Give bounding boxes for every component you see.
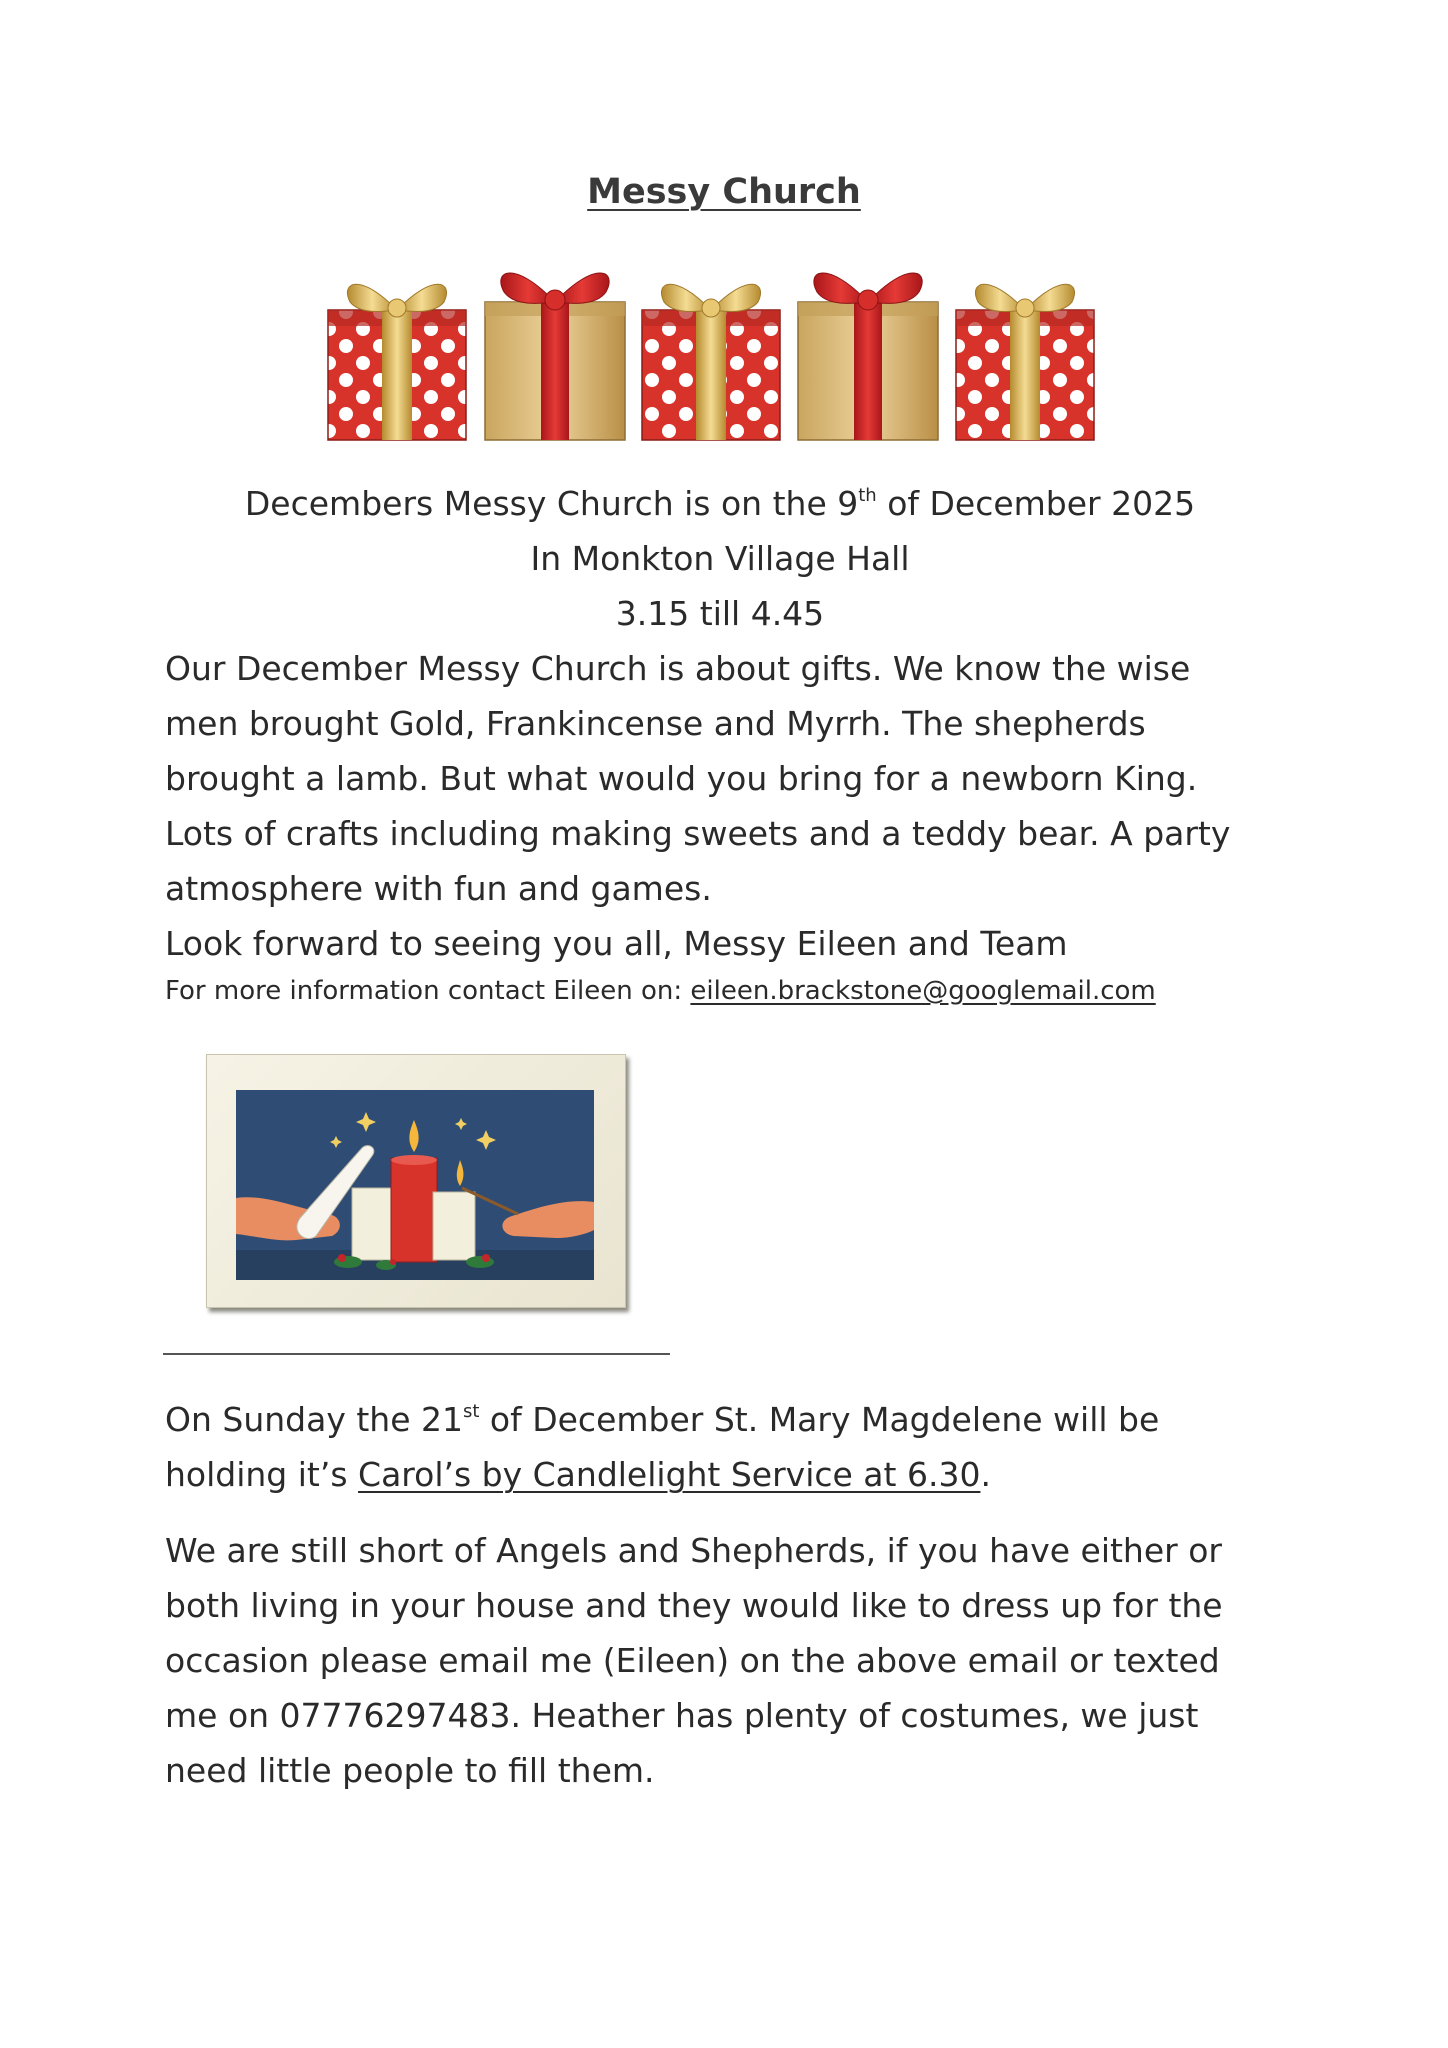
- gift-box-4: [798, 273, 938, 440]
- appeal-line: me on 07776297483. Heather has plenty of costumes, we just: [165, 1696, 1199, 1735]
- appeal-line: occasion please email me (Eileen) on the above email or texted: [165, 1641, 1220, 1680]
- event-venue: In Monkton Village Hall: [530, 539, 910, 578]
- contact-email-link[interactable]: eileen.brackstone@googlemail.com: [690, 976, 1156, 1006]
- event-details: [0, 476, 1440, 641]
- gift-box-5: [956, 284, 1094, 440]
- description-line: brought a lamb. But what would you bring for a newborn King.: [165, 759, 1198, 798]
- gift-box-2: [485, 273, 625, 440]
- contact-label: For more information contact Eileen on:: [165, 976, 691, 1006]
- carols-paragraph: [165, 1392, 1325, 1502]
- description-line: Lots of crafts including making sweets and a teddy bear. A party: [165, 814, 1231, 853]
- event-time: 3.15 till 4.45: [615, 594, 825, 633]
- candle-lighting-icon: [236, 1090, 594, 1280]
- page-title: Messy Church: [587, 172, 861, 212]
- carol-service-link[interactable]: Carol’s by Candlelight Service at 6.30: [358, 1455, 981, 1494]
- description-line: atmosphere with fun and games.: [165, 869, 712, 908]
- description-line: Our December Messy Church is about gifts. We know the wise: [165, 649, 1191, 688]
- event-date-line: Decembers Messy Church is on the 9th of December 2025: [244, 484, 1196, 523]
- carols-line-1: On Sunday the 21st of December St. Mary Magdelene will be: [165, 1400, 1160, 1439]
- contact-line: [165, 976, 1156, 1006]
- description-line: Look forward to seeing you all, Messy Eileen and Team: [165, 924, 1068, 963]
- appeal-line: both living in your house and they would like to dress up for the: [165, 1586, 1223, 1625]
- carols-line-2: holding it’s Carol’s by Candlelight Service at 6.30.: [165, 1455, 991, 1494]
- appeal-paragraph: [165, 1523, 1325, 1798]
- description-paragraph: [165, 641, 1325, 971]
- section-divider: [163, 1353, 670, 1355]
- gift-box-1: [328, 284, 466, 440]
- gift-box-3: [642, 284, 780, 440]
- gift-boxes-icon: [320, 252, 1100, 444]
- description-line: men brought Gold, Frankincense and Myrrh. The shepherds: [165, 704, 1146, 743]
- appeal-line: need little people to fill them.: [165, 1751, 655, 1790]
- appeal-line: We are still short of Angels and Shepherds, if you have either or: [165, 1531, 1222, 1570]
